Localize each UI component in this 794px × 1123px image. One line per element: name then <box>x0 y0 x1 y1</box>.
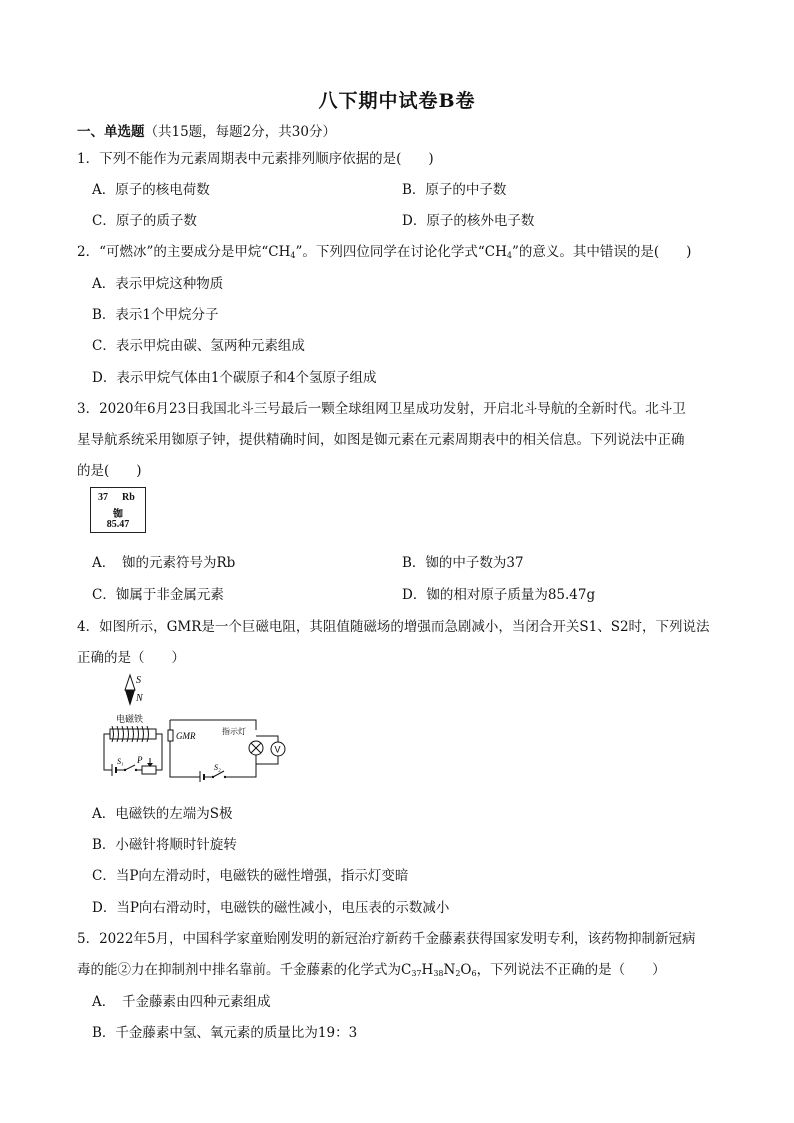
q2-option-b[interactable]: B．表示1个甲烷分子 <box>92 307 219 323</box>
compass-needle-icon <box>125 675 135 706</box>
q2-stem: 2．“可燃冰”的主要成分是甲烷“$CH_4$”。下列四位同学在讨论化学式“$CH_4$”的意义。其中错误的是( ) <box>77 244 692 260</box>
q2-option-c[interactable]: C．表示甲烷由碳、氢两种元素组成 <box>92 338 305 354</box>
q1-option-d[interactable]: D．原子的核外电子数 <box>402 213 535 229</box>
voltmeter-label: V <box>274 744 281 755</box>
switch-s2-icon <box>212 771 226 778</box>
gmr-label: GMR <box>176 731 196 741</box>
indicator-lamp-label: 指示灯 <box>222 727 246 736</box>
q3-stem-line2: 星导航系统采用铷原子钟，提供精确时间，如图是铷元素在元素周期表中的相关信息。下列说法中正确 <box>77 432 685 448</box>
q3-stem-line3: 的是( ) <box>77 463 142 479</box>
gmr-resistor-icon <box>168 730 173 741</box>
q1-stem: 1．下列不能作为元素周期表中元素排列顺序依据的是( ) <box>77 151 434 167</box>
q3-option-b[interactable]: B．铷的中子数为37 <box>402 555 524 571</box>
battery-1-icon <box>112 764 116 776</box>
q4-option-d[interactable]: D．当P向右滑动时，电磁铁的磁性减小，电压表的示数减小 <box>92 900 450 916</box>
q3-option-c[interactable]: C．铷属于非金属元素 <box>92 587 224 603</box>
q4-stem-line1: 4．如图所示，GMR是一个巨磁电阻，其阻值随磁场的增强而急剧减小，当闭合开关S1、S2时，下列说法 <box>77 619 710 635</box>
q1-option-a[interactable]: A．原子的核电荷数 <box>92 182 210 198</box>
electromagnet-label: 电磁铁 <box>116 715 144 725</box>
q3-option-d[interactable]: D．铷的相对原子质量为85.47g <box>402 587 596 603</box>
element-card-rubidium <box>90 487 146 533</box>
q5-stem-line1: 5．2022年5月，中国科学家童贻刚发明的新冠治疗新药千金藤素获得国家发明专利，该药物抑制新冠病 <box>77 931 696 947</box>
q5-option-a[interactable]: A． 千金藤素由四种元素组成 <box>92 994 271 1010</box>
pole-s-label: S <box>136 675 141 686</box>
electromagnet-icon <box>110 726 156 742</box>
slider-p-label: P <box>137 755 143 765</box>
q4-option-b[interactable]: B．小磁针将顺时针旋转 <box>92 837 237 853</box>
battery-2-icon <box>200 771 204 782</box>
switch-s2-label: S₂ <box>214 763 221 772</box>
section-heading <box>77 120 336 140</box>
q3-option-a[interactable]: A． 铷的元素符号为Rb <box>92 555 236 571</box>
q2-option-a[interactable]: A．表示甲烷这种物质 <box>92 276 224 292</box>
q5-option-b[interactable]: B．千金藤素中氢、氧元素的质量比为19：3 <box>92 1025 358 1041</box>
atomic-mass: 85.47 <box>106 519 130 530</box>
q4-option-a[interactable]: A．电磁铁的左端为S极 <box>92 806 233 822</box>
q1-option-c[interactable]: C．原子的质子数 <box>92 213 197 229</box>
element-name: 铷 <box>113 509 123 520</box>
q4-option-c[interactable]: C．当P向左滑动时，电磁铁的磁性增强，指示灯变暗 <box>92 868 409 884</box>
section-detail: （共15题，每题2分，共30分） <box>144 124 336 140</box>
page-title: 八下期中试卷B卷 <box>318 90 476 112</box>
rheostat-icon <box>142 758 156 774</box>
q2-option-d[interactable]: D．表示甲烷气体由1个碳原子和4个氢原子组成 <box>92 370 377 386</box>
atomic-number: 37 <box>98 492 108 503</box>
section-label: 一、单选题 <box>77 124 145 140</box>
switch-s1-label: S₁ <box>117 757 124 766</box>
q1-option-b[interactable]: B．原子的中子数 <box>402 182 507 198</box>
q4-stem-line2: 正确的是（ ） <box>77 650 185 666</box>
q5-stem-line2: 毒的能②力在抑制剂中排名靠前。千金藤素的化学式为$C_{37}H_{38}N_2O_6$，下列说法不正确的是（ ） <box>77 962 666 978</box>
q3-stem-line1: 3．2020年6月23日我国北斗三号最后一颗全球组网卫星成功发射，开启北斗导航的全新时代。北斗卫 <box>77 401 686 417</box>
element-symbol: Rb <box>122 492 135 503</box>
gmr-circuit-diagram <box>88 670 298 782</box>
indicator-lamp-icon <box>249 741 263 755</box>
switch-s1-icon <box>124 765 137 771</box>
pole-n-label: N <box>136 693 143 704</box>
